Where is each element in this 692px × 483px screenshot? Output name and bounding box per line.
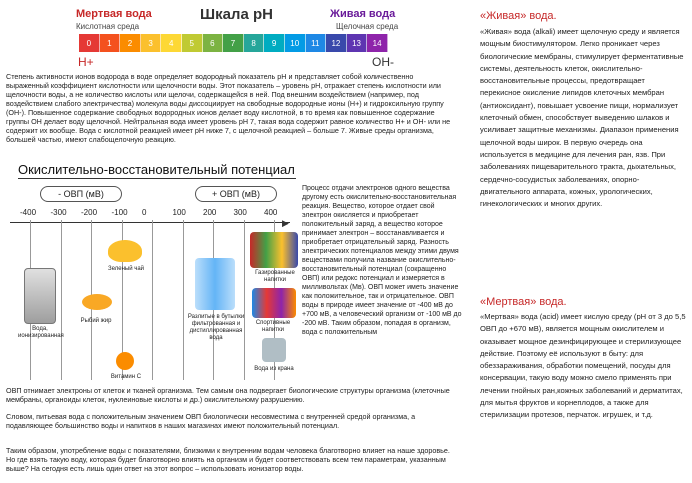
ph-cell-10: 10 — [285, 34, 306, 52]
orp-tick-label: -400 — [20, 208, 37, 217]
ph-cell-0: 0 — [79, 34, 100, 52]
orp-text-1: ОВП отнимает электроны от клеток и тканей организма. Тем самым она подвергает биологические структуры организма (клеточные мембраны, органоиды клеток, нуклеиновые кислоты и др.) окислительному разрушению. — [6, 386, 450, 404]
axis-arrow-icon: ▶ — [282, 218, 289, 228]
alkaline-env-label: Щелочная среда — [336, 22, 399, 31]
sport-drinks-caption: Спортивные напитки — [255, 320, 291, 333]
vitamin-c-caption: Витамин С — [110, 374, 142, 380]
ph-cell-11: 11 — [306, 34, 327, 52]
dead-water-label: Мертвая вода — [76, 8, 152, 20]
live-water-heading: «Живая» вода. — [480, 10, 557, 22]
orp-tick-label: -100 — [111, 208, 128, 217]
live-water-label: Живая вода — [330, 8, 396, 20]
ph-cell-9: 9 — [264, 34, 285, 52]
fish-oil-icon — [82, 294, 112, 310]
orp-tick-label: 300 — [233, 208, 247, 217]
live-water-body: «Живая» вода (alkali) имеет щелочную среду и является мощным биостимулятором. Легко проникает через биологические мембраны, стимулирует ферментативные системы, деятельность клеток, окислительно-восстановительные процессы, предотвращает перекисное окисление липидов клеточных мембран (антиоксидант), повышает усвоение пищи, нормализует клеточный обмен, способствует выведению шлаков и усиливает защитные механизмы. Диапазон применения щелочной воды широк. В первую очередь она используется в медицине для лечения ран, язв. При заболеваниях пищеварительного тракта, дыхательных, сердечно-сосудистых заболеваниях, опорно-двигательного аппарата, кожных, урологических, гинекологических и многих других. — [480, 27, 684, 209]
ph-cell-6: 6 — [203, 34, 224, 52]
orp-side-text: Процесс отдачи электронов одного вещества другому есть окислительно-восстановительная реакция. Вещество, которое отдает свой электрон окисляется и приобретает положительный заряд, а вещество которое принимает электрон – восстанавливается и приобретает отрицательный заряд. Разность электрических потенциалов между этими двумя веществами получила название окислительно-восстановительный потенциал (сокращенно ОВП) или редокс потенциал и измеряется в милливольтах (Мв). ОВП может иметь значение как положительное, так и отрицательное. ОВП воды в природе имеет значение от -400 мВ до +700 мВ, а человеческий организм от -100 мВ до -200 мВ. Таким образом, попадая в организм, вода с положительным — [302, 185, 462, 336]
soda-icon — [250, 232, 298, 268]
positive-orp-label: + ОВП (мВ) — [195, 186, 277, 202]
ph-description: Степень активности ионов водорода в воде определяет водородный показатель pH и представляет собой количественно выраженный коэффициент кислотности или щелочности воды. Этот показатель – уровень pH, отражает степень кислотности или щелочности воды, а не количество кислоты или щелочи, содержащейся в ней. Под внешним воздействием (например, под воздействием слабого электричества) молекула воды диссоциирует на свободные водородные ионы (H+) и гидроксильную группу (OH-). Повышенное содержание свободных водородных ионов делает воду кислотной, в то время как повышенное содержание группы OH делает воду щелочной. Нейтральная вода имеет уровень pH 7, такая вода содержит равное количество H+ и OH- или не содержит их вообще. Вода с кислотной реакцией имеет pH ниже 7, с щелочной реакцией – больше 7. Живые среды организма, большей частью, имеют слабощелочную реакцию. — [6, 72, 451, 144]
ph-cell-14: 14 — [367, 34, 388, 52]
orp-tick-label: 0 — [142, 208, 147, 217]
ionizer-caption: Вода, ионизированная — [18, 326, 64, 339]
dead-water-heading: «Мертвая» вода. — [480, 296, 567, 308]
fish-oil-caption: Рыбий жир — [80, 318, 112, 324]
orp-tick-line — [61, 220, 62, 380]
h-plus-label: H+ — [78, 55, 94, 69]
tap-water-icon — [262, 338, 286, 362]
ph-scale-title: Шкала pH — [200, 6, 273, 23]
orp-axis — [10, 222, 290, 223]
orp-tick-label: 200 — [203, 208, 217, 217]
orp-title-underline — [18, 178, 296, 179]
ph-cell-13: 13 — [347, 34, 368, 52]
acid-env-label: Кислотная среда — [76, 22, 140, 31]
oh-minus-label: OH- — [372, 55, 394, 69]
green-tea-caption: Зеленый чай — [107, 266, 145, 272]
ph-cell-7: 7 — [223, 34, 244, 52]
soda-caption: Газированные напитки — [255, 270, 295, 283]
bottled-water-icon — [195, 258, 235, 310]
vitamin-c-icon — [116, 352, 134, 370]
orp-tick-label: 400 — [264, 208, 278, 217]
ph-cell-5: 5 — [182, 34, 203, 52]
orp-tick-label: -200 — [81, 208, 98, 217]
orp-text-2: Словом, питьевая вода с положительным значением ОВП биологически несовместима с внутренней средой организма, а подавляющее большинство воды и напитков в наших магазинах имеют положительный потенциал. — [6, 412, 416, 430]
orp-title: Окислительно-восстановительный потенциал — [18, 162, 295, 177]
ph-cell-2: 2 — [120, 34, 141, 52]
ionizer-icon — [24, 268, 56, 324]
tap-water-caption: Вода из крана — [254, 366, 294, 372]
bottled-water-caption: Разлитые в бутылки фильтрованная и дистиллированная вода — [187, 314, 245, 341]
ph-cell-1: 1 — [100, 34, 121, 52]
orp-tick-label: 100 — [172, 208, 186, 217]
ph-cell-12: 12 — [326, 34, 347, 52]
ph-cell-8: 8 — [244, 34, 265, 52]
ph-cell-3: 3 — [141, 34, 162, 52]
ph-cell-4: 4 — [161, 34, 182, 52]
orp-tick-label: -300 — [50, 208, 67, 217]
negative-orp-label: - ОВП (мВ) — [40, 186, 122, 202]
sport-drinks-icon — [252, 288, 296, 318]
orp-tick-line — [183, 220, 184, 380]
orp-text-3: Таким образом, употребление воды с показателями, близкими к внутренним водам человека благотворно влияет на наше здоровье. Но где взять такую воду, которая будет благотворно влиять на организм и будет соответствовать всем тем параметрам, указанным выше? На сегодня есть лишь один ответ на этот вопрос – использовать ионизатор воды. — [6, 446, 450, 473]
dead-water-body: «Мертвая» вода (acid) имеет кислую среду (pH от 3 до 5,5 ОВП до +670 мВ), является мощным окислителем и оказывает мощное дезинфицирующее и стерилизующее действие. Поэтому её используют в быту: для обеззараживания, обработки помещений, посуды для консервации, такую воду можно смело применять при лечении гнойных ран,кожных заболеваний и дерматитах, для мытья фруктов и корнеплодов, а также для стерилизации протезов, перчаток. игрушек, и т.д. — [480, 312, 686, 420]
ph-color-bar — [79, 34, 388, 52]
orp-tick-line — [244, 220, 245, 380]
green-tea-icon — [108, 240, 142, 262]
orp-tick-line — [152, 220, 153, 380]
